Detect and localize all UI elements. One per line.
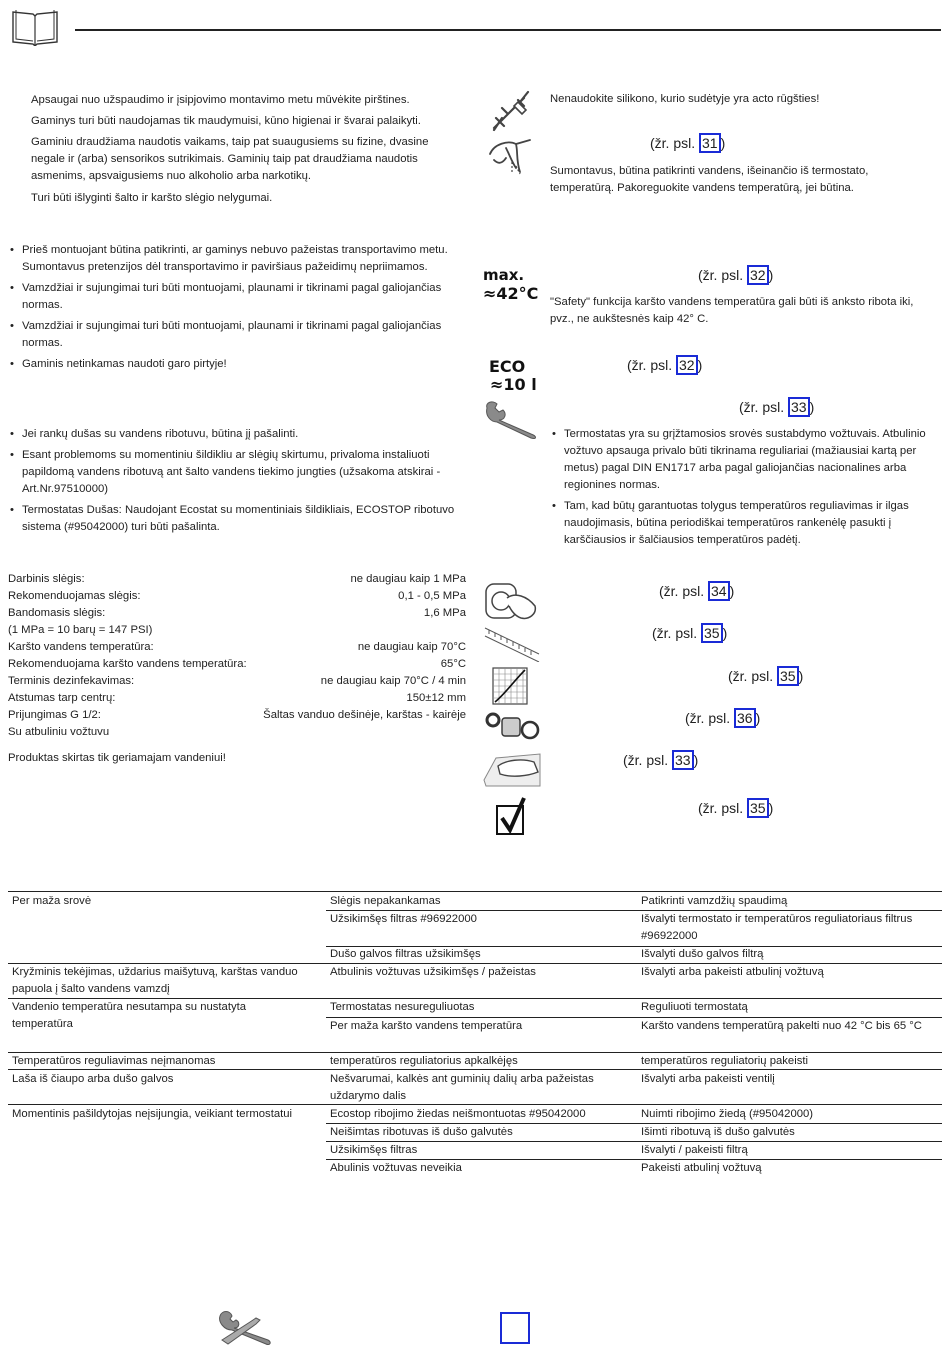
temperature-check-note: Sumontavus, būtina patikrinti vandens, išeinančio iš termostato, temperatūrą. Pakoreguokite vandens temperatūrą, jei būtina. [550,165,869,194]
drinking-water-note: Produktas skirtas tik geriamajam vandeniui! [8,752,226,764]
page-reference [685,708,760,728]
page-link[interactable]: 35 [701,623,723,643]
page-reference [650,133,725,153]
remedy-cell: Karšto vandens temperatūrą pakelti nuo 42 °C bis 65 °C [641,1020,922,1032]
list-item: • Prieš montuojant būtina patikrinti, ar gaminys nebuvo pažeistas transportavimo metu. Sumontavus pretenzijos dėl transportavimo ir paviršiaus pažeidimų nepriimamos. [8,242,460,276]
problem-cell: Vandenio temperatūra nesutampa su nustatyta temperatūra [12,1001,247,1030]
reference-suffix: ) [768,267,774,283]
remedy-cell: Išvalyti dušo galvos filtrą [641,948,764,960]
remedy-cell: Patikrinti vamzdžių spaudimą [641,895,788,907]
reference-suffix: ) [755,710,761,726]
spec-row [8,605,466,622]
safety-note: Apsaugai nuo užspaudimo ir įsipjovimo montavimo metu mūvėkite pirštines. [31,94,410,106]
cause-cell: Neišimtas ribotuvas iš dušo galvutės [330,1126,513,1138]
spec-value: 65°C [440,658,466,670]
list-item: • Vamzdžiai ir sujungimai turi būti montuojami, plaunami ir tikrinami pagal galiojančias normas. [8,280,460,314]
remedy-cell: temperatūros reguliatorių pakeisti [641,1055,809,1067]
reference-suffix: ) [720,135,726,151]
cause-cell: Ecostop ribojimo žiedas neišmontuotas #95042000 [330,1108,586,1120]
spec-label: Terminis dezinfekavimas: [8,675,135,687]
max-label: max. [483,266,525,284]
safety-note: Gaminiu draudžiama naudotis vaikams, taip pat suaugusiems su fizine, dvasine negale ir (arba) sensorikos sutrikimais. Gaminių taip pat draudžiama naudotis asmenims, apsvaigusiems nuo alkoholio arba narkotikų. [31,136,429,182]
cause-cell: temperatūros reguliatorius apkalkėjęs [330,1055,518,1067]
spec-value: 1,6 MPa [423,607,466,619]
page-reference [728,666,803,686]
spec-value: ne daugiau kaip 1 MPa [350,573,466,585]
cause-cell: Užsikimšęs filtras #96922000 [330,913,477,925]
list-item: • Tam, kad būtų garantuotas tolygus temperatūros reguliavimas ir ilgas naudojimasis, būtina periodiškai temperatūros rankenėlę pasukti į karščiausios ir šalčiausios temperatūros padėtį. [550,498,942,549]
reference-suffix: ) [729,583,735,599]
cause-cell: Užsikimšęs filtras [330,1144,418,1156]
reference-prefix: (žr. psl. [627,357,673,373]
eco-label: ECO [489,357,526,376]
page-link[interactable]: 36 [734,708,756,728]
reference-prefix: (žr. psl. [623,752,669,768]
reference-prefix: (žr. psl. [739,399,785,415]
reference-prefix: (žr. psl. [728,668,774,684]
flow-heater-notes [8,426,460,540]
problem-cell: Momentinis pašildytojas neįsijungia, veikiant termostatui [12,1108,293,1120]
installation-notes [8,242,460,377]
cause-cell: Slėgis nepakankamas [330,895,441,907]
spec-value: ne daugiau kaip 70°C [357,641,466,653]
problem-cell: Laša iš čiaupo arba dušo galvos [12,1073,174,1085]
table-rule [8,891,942,892]
spec-row [8,724,466,741]
list-item: • Termostatas yra su grįžtamosios srovės sustabdymo vožtuvais. Atbulinio vožtuvo apsauga privalo būti tikrinama reguliariai (mažiausiai kartą per metus) pagal DIN EN1717 arba pagal galiojančias nacionalines arba regionines normas. [550,426,942,494]
cause-cell: Abulinis vožtuvas neveikia [330,1162,462,1174]
list-item: • Vamzdžiai ir sujungimai turi būti montuojami, plaunami ir tikrinami pagal galiojančias normas. [8,318,460,352]
header-rule [75,29,941,31]
page-link[interactable]: 33 [672,750,694,770]
spec-row [8,673,466,690]
cause-cell: Atbulinis vožtuvas užsikimšęs / pažeistas [330,966,536,978]
list-item: • Esant problemoms su momentiniu šildikliu ar slėgių skirtumu, privaloma instaliuoti papildomą vandens ribotuvą ant šalto vandens tiekimo jungties (užsakoma atskirai - Art.Nr.97510000) [8,447,460,498]
silicone-gun-icon [488,88,534,132]
checkbox-icon [494,796,528,838]
silicone-note: Nenaudokite silikono, kurio sudėtyje yra acto rūgšties! [550,93,820,105]
remedy-cell: Reguliuoti termostatą [641,1001,748,1013]
tools-icon [216,1310,272,1346]
remedy-cell: Išvalyti / pakeisti filtrą [641,1144,748,1156]
page-reference [698,265,773,285]
spec-row [8,622,466,639]
manual-book-icon [11,8,59,46]
spec-row [8,639,466,656]
remedy-cell: Pakeisti atbulinį vožtuvą [641,1162,762,1174]
safety-notes [31,92,461,207]
spec-value: 0,1 - 0,5 MPa [398,590,466,602]
cause-cell: Dušo galvos filtras užsikimšęs [330,948,481,960]
page-link[interactable]: 32 [676,355,698,375]
spec-row [8,690,466,707]
maintenance-notes [550,426,942,553]
page-link[interactable]: 33 [788,397,810,417]
cleaning-hand-icon [482,750,542,788]
spec-row [8,571,466,588]
spec-row [8,588,466,605]
list-item: • Termostatas Dušas: Naudojant Ecostat su momentiniais šildikliais, ECOSTOP ribotuvo sistema (#95042000) turi būti pašalinta. [8,502,460,536]
page-reference [659,581,734,601]
page-reference [652,623,727,643]
remedy-cell: Nuimti ribojimo žiedą (#95042000) [641,1108,814,1120]
reference-suffix: ) [697,357,703,373]
page-link[interactable]: 35 [747,798,769,818]
safety-note: Gaminys turi būti naudojamas tik maudymuisi, kūno higienai ir švarai palaikyti. [31,115,421,127]
page-reference [627,355,702,375]
reference-suffix: ) [768,800,774,816]
reference-prefix: (žr. psl. [650,135,696,151]
page-reference [698,798,773,818]
reference-suffix: ) [693,752,699,768]
problem-cell: Kryžminis tekėjimas, uždarius maišytuvą, karštas vanduo papuola į šalto vandens vamzdį [12,966,298,995]
safety-note: Turi būti išlyginti šalto ir karšto slėgio nelygumai. [31,192,273,204]
remedy-cell: Išvalyti arba pakeisti ventilį [641,1073,775,1085]
spec-value: 150±12 mm [406,692,466,704]
remedy-cell: Išvalyti termostato ir temperatūros reguliatoriaus filtrus #96922000 [641,913,913,942]
spec-label: Bandomasis slėgis: [8,607,106,619]
spec-label: Darbinis slėgis: [8,573,85,585]
problem-cell: Temperatūros reguliavimas neįmanomas [12,1055,216,1067]
remedy-cell: Išimti ribotuvą iš dušo galvutės [641,1126,795,1138]
page-link[interactable]: 31 [699,133,721,153]
spec-value: Šaltas vanduo dešinėje, karštas - kairėje [263,709,466,721]
reference-prefix: (žr. psl. [652,625,698,641]
spec-label: Karšto vandens temperatūra: [8,641,154,653]
safety-function-note: "Safety" funkcija karšto vandens temperatūra gali būti iš anksto ribota iki, pvz., ne aukštesnės kaip 42° C. [550,296,914,325]
list-item: • Gaminis netinkamas naudoti garo pirtyje! [8,356,460,373]
reference-prefix: (žr. psl. [698,267,744,283]
thermostat-handle-icon [483,580,541,622]
page-reference [623,750,698,770]
spare-parts-icon [484,708,542,746]
problem-cell: Per maža srovė [12,895,92,907]
page-reference [739,397,814,417]
reference-suffix: ) [798,668,804,684]
spec-label: Rekomenduojamas slėgis: [8,590,141,602]
flow-diagram-icon [491,664,529,706]
reference-suffix: ) [809,399,815,415]
reference-prefix: (žr. psl. [659,583,705,599]
reference-prefix: (žr. psl. [685,710,731,726]
page-link[interactable]: 35 [777,666,799,686]
cause-cell: Per maža karšto vandens temperatūra [330,1020,523,1032]
cause-cell: Nešvarumai, kalkės ant guminių dalių arba pažeistas uždarymo dalis [330,1073,594,1102]
spec-value: ne daugiau kaip 70°C / 4 min [320,675,466,687]
spec-label: Su atbuliniu vožtuvu [8,726,110,738]
spec-label: (1 MPa = 10 barų = 147 PSI) [8,624,153,636]
remedy-cell: Išvalyti arba pakeisti atbulinį vožtuvą [641,966,824,978]
reference-suffix: ) [722,625,728,641]
reference-prefix: (žr. psl. [698,800,744,816]
list-item: • Jei rankų dušas su vandens ribotuvu, būtina jį pašalinti. [8,426,460,443]
cause-cell: Termostatas nesureguliuotas [330,1001,475,1013]
spec-label: Atstumas tarp centrų: [8,692,116,704]
scale-drawing-icon [483,624,541,662]
spec-row [8,656,466,673]
max-temperature-label: ≈42°C [483,284,539,303]
wrench-icon [483,400,541,440]
page-number-box [500,1312,530,1344]
eco-flow-label: ≈10 l [490,375,537,394]
spec-label: Rekomenduojama karšto vandens temperatūra: [8,658,247,670]
spec-row [8,707,466,724]
spec-label: Prijungimas G 1/2: [8,709,101,721]
page-link[interactable]: 32 [747,265,769,285]
page-link[interactable]: 34 [708,581,730,601]
hand-temperature-check-icon [486,134,534,176]
